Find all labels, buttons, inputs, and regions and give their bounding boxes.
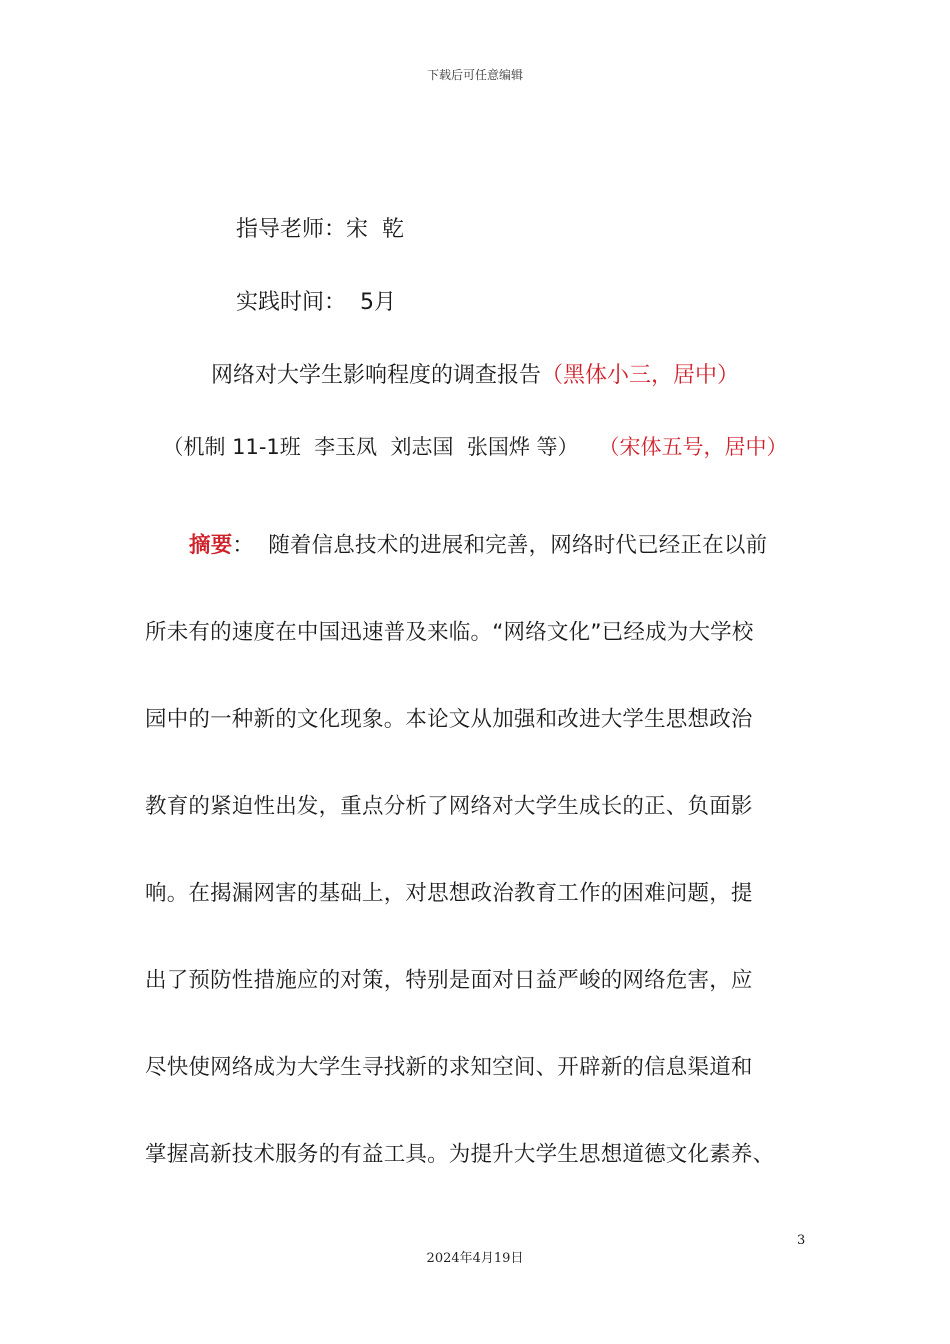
page-footer-date: 2024年4月19日 — [426, 1251, 524, 1266]
abstract-line: 尽快使网络成为大学生寻找新的求知空间、开辟新的信息渠道和 — [145, 1055, 753, 1080]
abstract-line: 所未有的速度在中国迅速普及来临。“网络文化”已经成为大学校 — [145, 620, 754, 645]
abstract-line: 响。在揭漏网害的基础上，对思想政治教育工作的困难问题，提 — [145, 881, 753, 906]
practice-time-line: 实践时间： 5月 — [236, 290, 396, 315]
author-format-note: （宋体五号，居中） — [598, 435, 788, 459]
abstract-line: 园中的一种新的文化现象。本论文从加强和改进大学生思想政治 — [145, 707, 753, 732]
author-line — [0, 431, 950, 461]
abstract-line: 掌握高新技术服务的有益工具。为提升大学生思想道德文化素养、 — [145, 1142, 775, 1167]
report-title-text: 网络对大学生影响程度的调查报告 — [210, 363, 541, 388]
abstract-text: 随着信息技术的进展和完善，网络时代已经正在以前 — [268, 533, 768, 558]
abstract-label: 摘要 — [189, 533, 233, 558]
advisor-line: 指导老师：宋 乾 — [236, 217, 404, 242]
page-header: 下载后可任意编辑 — [426, 68, 523, 82]
abstract-line: 出了预防性措施应的对策，特别是面对日益严峻的网络危害，应 — [145, 968, 753, 993]
title-format-note: （黑体小三，居中） — [541, 363, 740, 388]
abstract-line: 教育的紧迫性出发，重点分析了网络对大学生成长的正、负面影 — [145, 794, 753, 819]
page-number: 3 — [797, 1233, 806, 1248]
abstract-line — [189, 528, 767, 559]
report-title — [0, 358, 950, 389]
abstract-colon: ： — [232, 533, 269, 558]
author-text: （机制 11-1班 李玉凤 刘志国 张国烨 等） — [162, 435, 579, 459]
